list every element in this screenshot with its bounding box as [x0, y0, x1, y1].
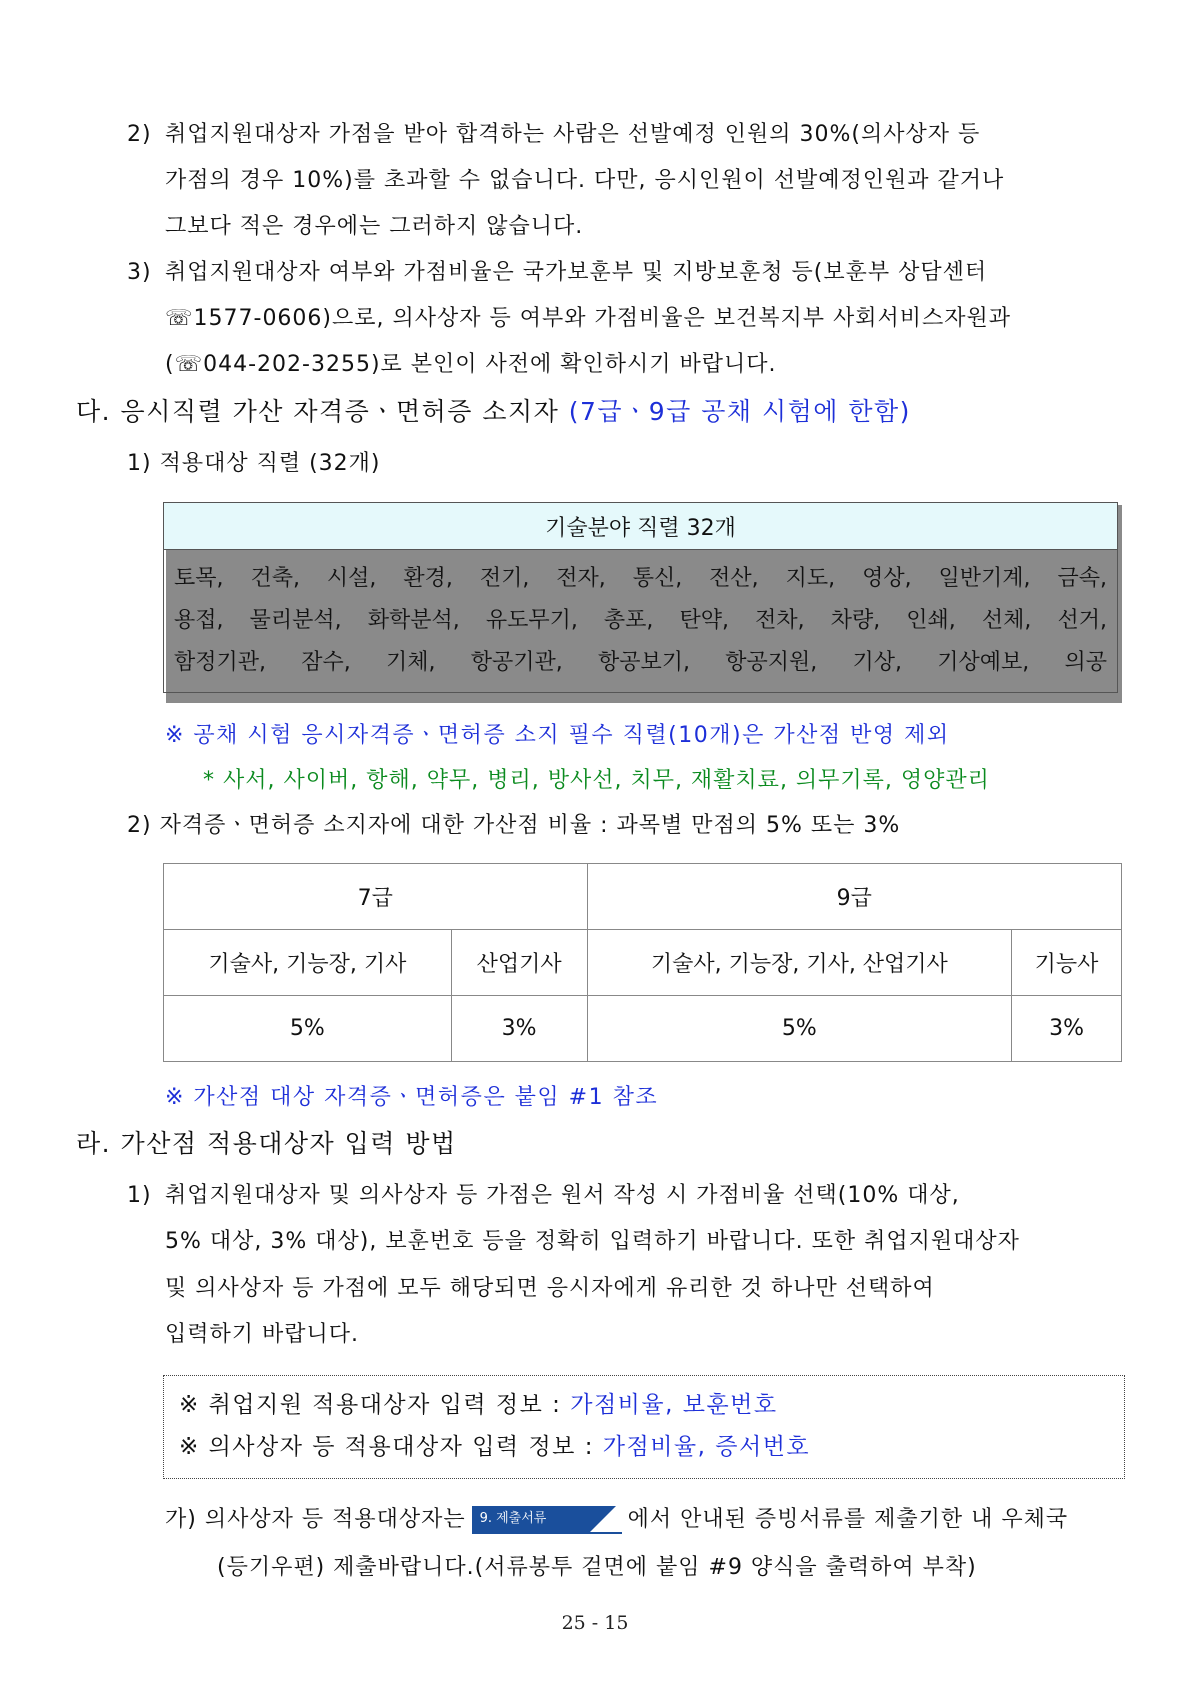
table1-row-2: [174, 600, 1107, 642]
note2: ※ 가산점 대상 자격증ㆍ면허증은 붙임 #1 참조: [165, 1085, 659, 1110]
section-ra-title: 라. 가산점 적용대상자 입력 방법: [76, 1129, 457, 1158]
ra-item1-line3: 및 의사상자 등 가점에 모두 해당되면 응시자에게 유리한 것 하나만 선택하여: [165, 1276, 935, 1301]
table1-cell: 총포,: [603, 608, 654, 633]
item3-marker: 3): [127, 260, 152, 285]
submission-docs-badge: [472, 1506, 622, 1534]
table1-cell: 금속,: [1057, 566, 1107, 591]
table1-cell: 선체,: [981, 608, 1032, 633]
table1-cell: 차량,: [830, 608, 881, 633]
infobox-row1-value: 가점비율, 보훈번호: [570, 1392, 778, 1418]
table1-cell: 항공기관,: [470, 650, 563, 675]
ra-item1-line1: 취업지원대상자 및 의사상자 등 가점은 원서 작성 시 가점비율 선택(10% 대상,: [165, 1183, 960, 1208]
section-da-title: 다. 응시직렬 가산 자격증ㆍ면허증 소지자: [76, 397, 560, 426]
item2-line1: 취업지원대상자 가점을 받아 합격하는 사람은 선발예정 인원의 30%(의사상자 등: [165, 122, 981, 147]
table1-cell: 토목,: [174, 566, 224, 591]
table2-h3: 기술사, 기능장, 기사, 산업기사: [587, 930, 1012, 996]
sub1-heading: 1) 적용대상 직렬 (32개): [127, 451, 381, 476]
note1-list: * 사서, 사이버, 항해, 약무, 병리, 방사선, 치무, 재활치료, 의무기록, 영양관리: [203, 768, 990, 793]
ga-line1: [165, 1505, 1068, 1535]
infobox-row1: [179, 1390, 778, 1420]
table1-cell: 물리분석,: [249, 608, 342, 633]
item2-line3: 그보다 적은 경우에는 그러하지 않습니다.: [165, 214, 584, 239]
table2-grade7: 7급: [164, 864, 588, 930]
item2-line2: 가점의 경우 10%)를 초과할 수 없습니다. 다만, 응시인원이 선발예정인원과 같거나: [165, 168, 1005, 193]
table1-body: [164, 550, 1118, 693]
infobox-row2-label: ※ 의사상자 등 적용대상자 입력 정보 :: [179, 1434, 594, 1460]
table1-cell: 용접,: [174, 608, 224, 633]
table2-v2: 3%: [451, 996, 587, 1062]
table2-grade9: 9급: [587, 864, 1121, 930]
table1-row-1: [174, 558, 1107, 600]
ga-prefix: 가) 의사상자 등 적용대상자는: [165, 1507, 466, 1532]
table2-h1: 기술사, 기능장, 기사: [164, 930, 452, 996]
table2-h2: 산업기사: [451, 930, 587, 996]
ra-item1-line4: 입력하기 바랍니다.: [165, 1322, 360, 1347]
table1-cell: 전기,: [479, 566, 530, 591]
infobox-row2: [179, 1432, 810, 1462]
infobox-row2-value: 가점비율, 증서번호: [602, 1434, 811, 1460]
note1: ※ 공채 시험 응시자격증ㆍ면허증 소지 필수 직렬(10개)은 가산점 반영 제외: [165, 723, 950, 748]
ga-line2: (등기우편) 제출바랍니다.(서류봉투 겉면에 붙임 #9 양식을 출력하여 부착): [217, 1555, 977, 1580]
table1-header: 기술분야 직렬 32개: [164, 503, 1118, 550]
section-da-note: (7급ㆍ9급 공채 시험에 한함): [568, 397, 911, 426]
table1-cell: 전산,: [709, 566, 759, 591]
item3-line3: (☏044-202-3255)로 본인이 사전에 확인하시기 바랍니다.: [165, 352, 777, 377]
table1-cell: 의공: [1064, 650, 1107, 675]
table1-cell: 전차,: [755, 608, 805, 633]
infobox-row1-label: ※ 취업지원 적용대상자 입력 정보 :: [179, 1392, 562, 1418]
table1-cell: 전자,: [556, 566, 606, 591]
table1: [163, 502, 1118, 693]
table2-v3: 5%: [587, 996, 1012, 1062]
table1-cell: 기상,: [852, 650, 902, 675]
table1-cell: 선거,: [1057, 608, 1107, 633]
input-info-box: [163, 1375, 1125, 1479]
table1-cell: 잠수,: [301, 650, 351, 675]
table1-cell: 환경,: [403, 566, 453, 591]
ra-item1-marker: 1): [127, 1183, 152, 1208]
table1-cell: 건축,: [250, 566, 300, 591]
table1-cell: 탄약,: [679, 608, 730, 633]
badge-label: 9. 제출서류: [479, 1511, 547, 1526]
item3-line2: ☏1577-0606)으로, 의사상자 등 여부와 가점비율은 보건복지부 사회서비스자원과: [165, 306, 1012, 331]
table2-h4: 기능사: [1012, 930, 1122, 996]
table1-cell: 함정기관,: [174, 650, 267, 675]
table1-cell: 일반기계,: [938, 566, 1031, 591]
ga-suffix: 에서 안내된 증빙서류를 제출기한 내 우체국: [627, 1507, 1069, 1532]
table1-cell: 항공지원,: [725, 650, 818, 675]
table1-cell: 화학분석,: [367, 608, 460, 633]
table2: [163, 863, 1122, 1062]
table1-cell: 항공보기,: [597, 650, 690, 675]
table2-v1: 5%: [164, 996, 452, 1062]
ra-item1-line2: 5% 대상, 3% 대상), 보훈번호 등을 정확히 입력하기 바랍니다. 또한 취업지원대상자: [165, 1229, 1020, 1254]
item2-marker: 2): [127, 122, 152, 147]
table1-cell: 시설,: [326, 566, 377, 591]
page-number: 25 - 15: [561, 1612, 629, 1634]
table1-cell: 인쇄,: [906, 608, 956, 633]
table1-cell: 지도,: [785, 566, 836, 591]
table1-cell: 기체,: [385, 650, 436, 675]
table1-cell: 유도무기,: [485, 608, 578, 633]
table1-cell: 기상예보,: [937, 650, 1030, 675]
item3-line1: 취업지원대상자 여부와 가점비율은 국가보훈부 및 지방보훈청 등(보훈부 상담센터: [165, 260, 988, 285]
sub2-heading: 2) 자격증ㆍ면허증 소지자에 대한 가산점 비율 : 과목별 만점의 5% 또는 3%: [127, 813, 901, 838]
table1-cell: 영상,: [862, 566, 912, 591]
section-da-heading: [76, 397, 911, 427]
table1-row-3: [174, 642, 1107, 684]
table2-v4: 3%: [1012, 996, 1122, 1062]
table1-cell: 통신,: [632, 566, 683, 591]
